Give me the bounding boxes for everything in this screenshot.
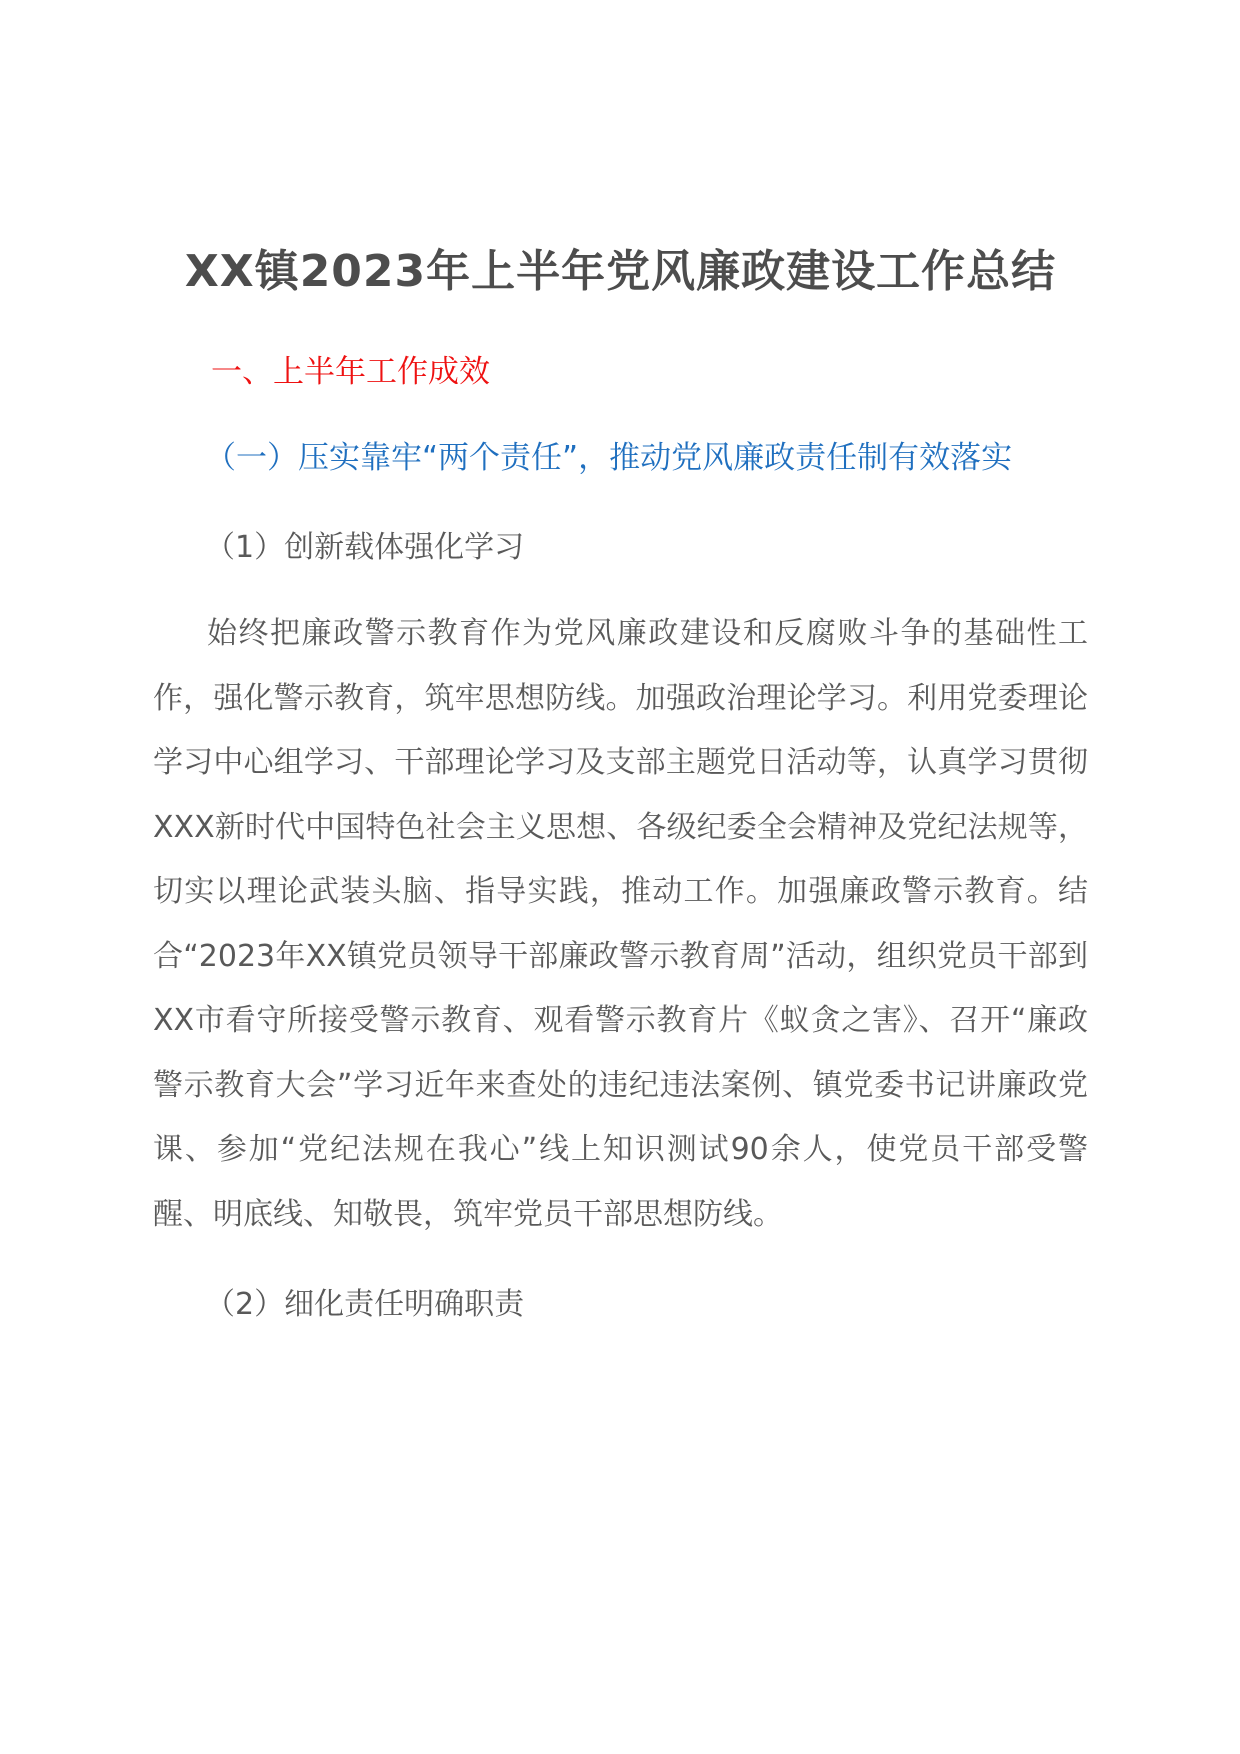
section-heading: 一、上半年工作成效 [211, 354, 490, 390]
document-body [153, 232, 1088, 1337]
item-heading-2: （2）细化责任明确职责 [205, 1287, 525, 1322]
document-title: XX镇2023年上半年党风廉政建设工作总结 [184, 246, 1057, 297]
body-paragraph: 始终把廉政警示教育作为党风廉政建设和反腐败斗争的基础性工作，强化警示教育，筑牢思想防线。加强政治理论学习。利用党委理论学习中心组学习、干部理论学习及支部主题党日活动等，认真学习贯彻XXX新时代中国特色社会主义思想、各级纪委全会精神及党纪法规等，切实以理论武装头脑、指导实践，推动工作。加强廉政警示教育。结合“2023年XX镇党员领导干部廉政警示教育周”活动，组织党员干部到XX市看守所接受警示教育、观看警示教育片《蚁贪之害》、召开“廉政警示教育大会”学习近年来查处的违纪违法案例、镇党委书记讲廉政党课、参加“党纪法规在我心”线上知识测试90余人，使党员干部受警醒、明底线、知敬畏，筑牢党员干部思想防线。 [153, 616, 1088, 1232]
item-heading-1: （1）创新载体强化学习 [205, 530, 525, 565]
subsection-heading: （一）压实靠牢“两个责任”，推动党风廉政责任制有效落实 [205, 440, 1013, 476]
